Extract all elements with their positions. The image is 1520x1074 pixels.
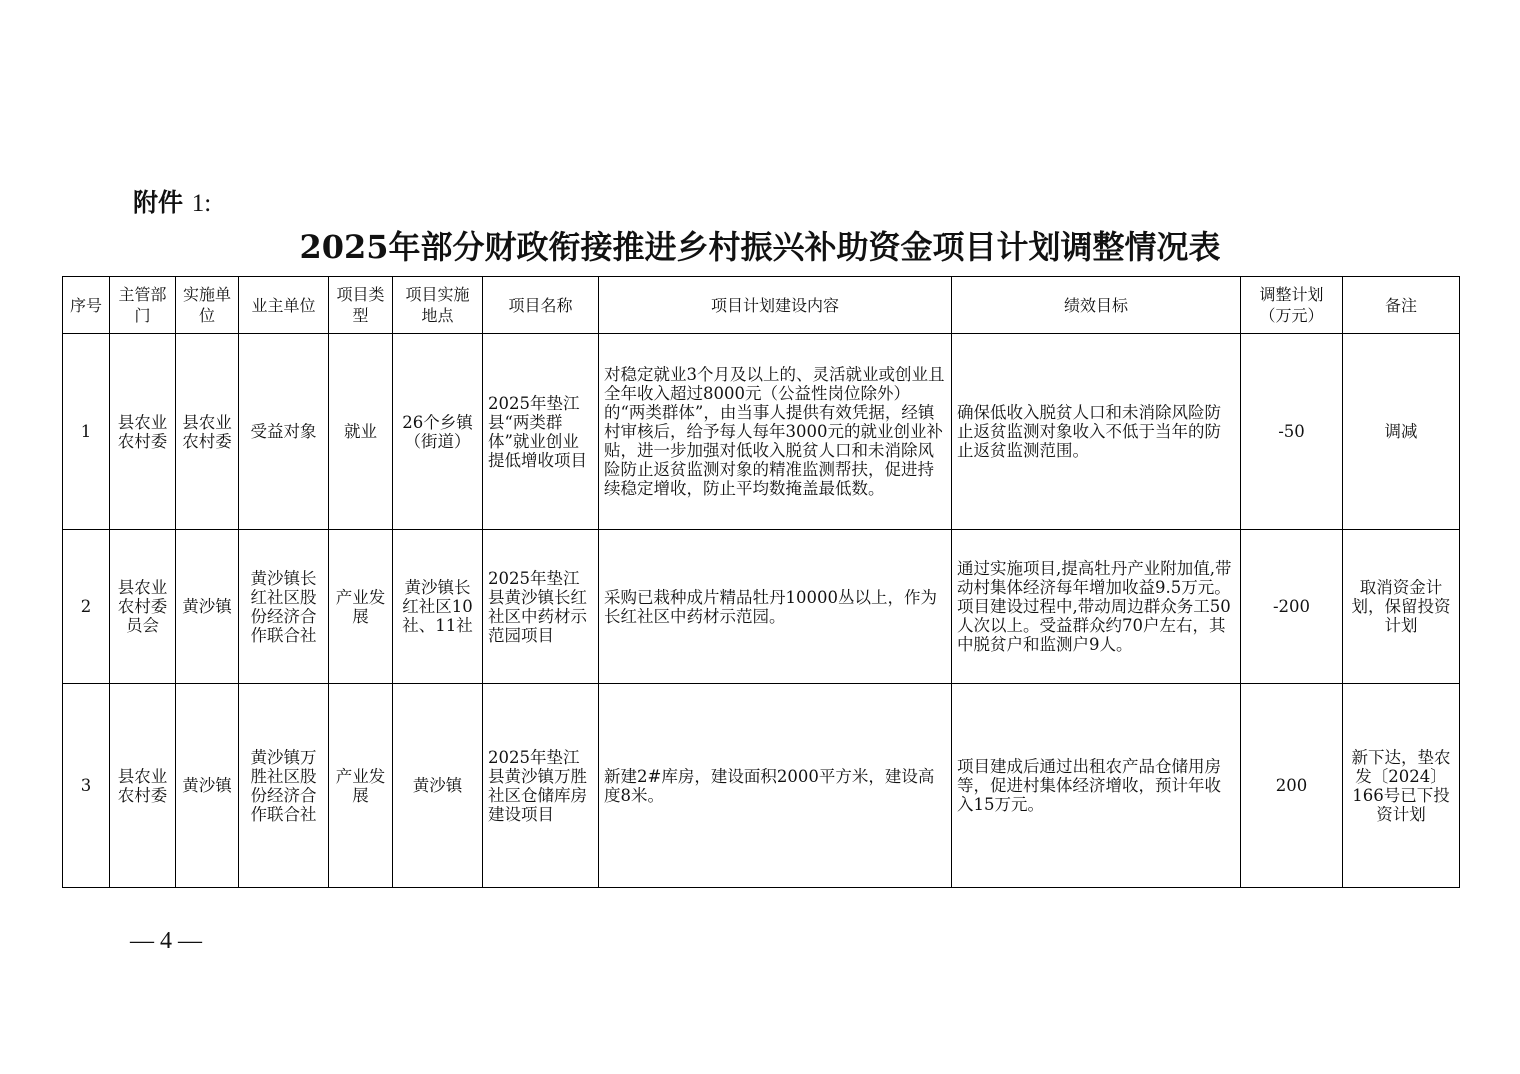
header-name: 项目名称 — [483, 277, 599, 334]
table-row — [63, 684, 1460, 888]
cell-amount: 200 — [1241, 684, 1343, 888]
cell-content: 采购已栽种成片精品牡丹10000丛以上，作为长红社区中药材示范园。 — [599, 530, 952, 684]
cell-location: 黄沙镇 — [393, 684, 483, 888]
cell-unit: 黄沙镇 — [176, 684, 239, 888]
header-owner: 业主单位 — [239, 277, 329, 334]
cell-content: 新建2#库房，建设面积2000平方米，建设高度8米。 — [599, 684, 952, 888]
page-number: — 4 — — [130, 928, 202, 954]
cell-note: 新下达，垫农发〔2024〕166号已下投资计划 — [1343, 684, 1460, 888]
cell-note: 取消资金计划，保留投资计划 — [1343, 530, 1460, 684]
cell-note: 调减 — [1343, 334, 1460, 530]
cell-owner: 黄沙镇长红社区股份经济合作联合社 — [239, 530, 329, 684]
table-header-row — [63, 277, 1460, 334]
attachment-label: 附件 1: — [133, 188, 212, 217]
header-dept: 主管部门 — [110, 277, 176, 334]
header-location: 项目实施地点 — [393, 277, 483, 334]
cell-type: 产业发展 — [329, 530, 393, 684]
adjustment-table — [62, 276, 1460, 888]
cell-owner: 黄沙镇万胜社区股份经济合作联合社 — [239, 684, 329, 888]
cell-name: 2025年垫江县黄沙镇长红社区中药材示范园项目 — [483, 530, 599, 684]
cell-type: 产业发展 — [329, 684, 393, 888]
cell-unit: 县农业农村委 — [176, 334, 239, 530]
table-row — [63, 530, 1460, 684]
cell-unit: 黄沙镇 — [176, 530, 239, 684]
attachment-number: 1: — [191, 190, 212, 217]
cell-name: 2025年垫江县“两类群体”就业创业提低增收项目 — [483, 334, 599, 530]
cell-name: 2025年垫江县黄沙镇万胜社区仓储库房建设项目 — [483, 684, 599, 888]
header-content: 项目计划建设内容 — [599, 277, 952, 334]
header-amount: 调整计划（万元） — [1241, 277, 1343, 334]
cell-goal: 项目建成后通过出租农产品仓储用房等，促进村集体经济增收，预计年收入15万元。 — [952, 684, 1241, 888]
cell-dept: 县农业农村委 — [110, 334, 176, 530]
cell-amount: -200 — [1241, 530, 1343, 684]
cell-amount: -50 — [1241, 334, 1343, 530]
header-unit: 实施单位 — [176, 277, 239, 334]
cell-seq: 1 — [63, 334, 110, 530]
cell-location: 26个乡镇（街道） — [393, 334, 483, 530]
cell-owner: 受益对象 — [239, 334, 329, 530]
document-title: 2025年部分财政衔接推进乡村振兴补助资金项目计划调整情况表 — [299, 228, 1221, 266]
header-seq: 序号 — [63, 277, 110, 334]
cell-location: 黄沙镇长红社区10社、11社 — [393, 530, 483, 684]
cell-goal: 通过实施项目,提高牡丹产业附加值,带动村集体经济每年增加收益9.5万元。项目建设过程中,带动周边群众务工50人次以上。受益群众约70户左右，其中脱贫户和监测户9人。 — [952, 530, 1241, 684]
cell-seq: 2 — [63, 530, 110, 684]
header-goal: 绩效目标 — [952, 277, 1241, 334]
cell-seq: 3 — [63, 684, 110, 888]
cell-type: 就业 — [329, 334, 393, 530]
cell-goal: 确保低收入脱贫人口和未消除风险防止返贫监测对象收入不低于当年的防止返贫监测范围。 — [952, 334, 1241, 530]
table-row — [63, 334, 1460, 530]
cell-content: 对稳定就业3个月及以上的、灵活就业或创业且全年收入超过8000元（公益性岗位除外）的“两类群体”，由当事人提供有效凭据，经镇村审核后，给予每人每年3000元的就业创业补贴，进一步加强对低收入脱贫人口和未消除风险防止返贫监测对象的精准监测帮扶，促进持续稳定增收，防止平均数掩盖最低数。 — [599, 334, 952, 530]
cell-dept: 县农业农村委员会 — [110, 530, 176, 684]
header-type: 项目类型 — [329, 277, 393, 334]
header-note: 备注 — [1343, 277, 1460, 334]
cell-dept: 县农业农村委 — [110, 684, 176, 888]
